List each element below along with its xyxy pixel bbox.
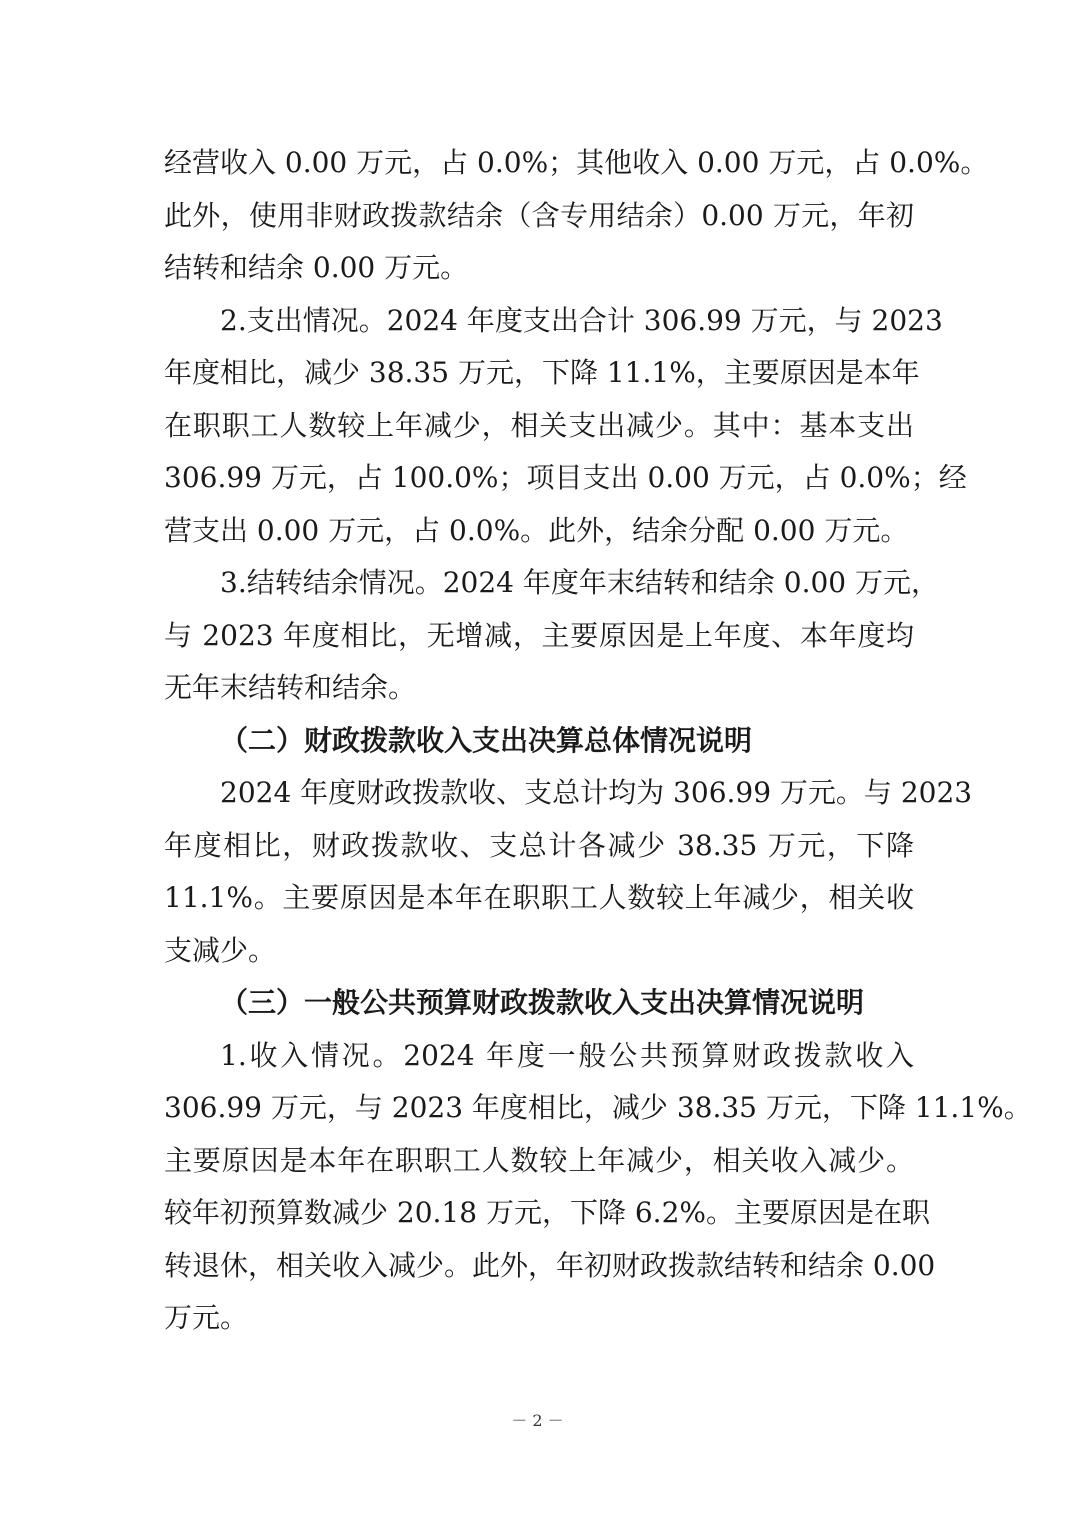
text-line: 支减少。: [164, 933, 277, 967]
text-line: 转退休，相关收入减少。此外，年初财政拨款结转和结余 0.00: [164, 1248, 936, 1282]
paragraph-income-tail: [164, 137, 989, 295]
text-line: 此外，使用非财政拨款结余（含专用结余）0.00 万元，年初: [164, 198, 914, 232]
paragraph-expenditure: [164, 295, 967, 558]
text-line: 306.99 万元，与 2023 年度相比，减少 38.35 万元，下降 11.1%。: [164, 1091, 1032, 1124]
text-line: 11.1%。主要原因是本年在职职工人数较上年减少，相关收: [164, 881, 914, 914]
text-line: 较年初预算数减少 20.18 万元，下降 6.2%。主要原因是在职: [164, 1196, 930, 1229]
document-page: [164, 137, 1032, 1345]
section-heading: （二）财政拨款收入支出决算总体情况说明: [220, 723, 753, 757]
text-line: 3.结转结余情况。2024 年度年末结转和结余 0.00 万元，: [220, 566, 940, 599]
text-line: 在职职工人数较上年减少，相关支出减少。其中：基本支出: [164, 408, 914, 442]
paragraph-carryover: [164, 557, 940, 715]
paragraph-fiscal-total: [164, 767, 973, 977]
text-line: 年度相比，财政拨款收、支总计各减少 38.35 万元，下降: [164, 828, 914, 862]
text-line: 结转和结余 0.00 万元。: [164, 251, 469, 284]
text-line: 万元。: [164, 1301, 249, 1334]
text-line: 营支出 0.00 万元，占 0.0%。此外，结余分配 0.00 万元。: [164, 513, 909, 547]
text-line: 年度相比，减少 38.35 万元，下降 11.1%，主要原因是本年: [164, 356, 920, 389]
text-line: 306.99 万元，占 100.0%；项目支出 0.00 万元，占 0.0%；经: [164, 461, 967, 494]
text-line: 2.支出情况。2024 年度支出合计 306.99 万元，与 2023: [220, 303, 943, 337]
text-line: 2024 年度财政拨款收、支总计均为 306.99 万元。与 2023: [220, 776, 973, 809]
text-line: 主要原因是本年在职职工人数较上年减少，相关收入减少。: [164, 1143, 914, 1177]
text-line: 1.收入情况。2024 年度一般公共预算财政拨款收入: [220, 1038, 914, 1072]
text-line: 无年末结转和结余。: [164, 671, 417, 704]
text-line: 与 2023 年度相比，无增减，主要原因是上年度、本年度均: [164, 618, 914, 652]
section-heading: （三）一般公共预算财政拨款收入支出决算情况说明: [220, 986, 865, 1019]
text-line: 经营收入 0.00 万元，占 0.0%；其他收入 0.00 万元，占 0.0%。: [164, 146, 989, 179]
paragraph-general-income: [164, 1030, 1032, 1345]
page-number: － 2 －: [511, 1411, 564, 1430]
